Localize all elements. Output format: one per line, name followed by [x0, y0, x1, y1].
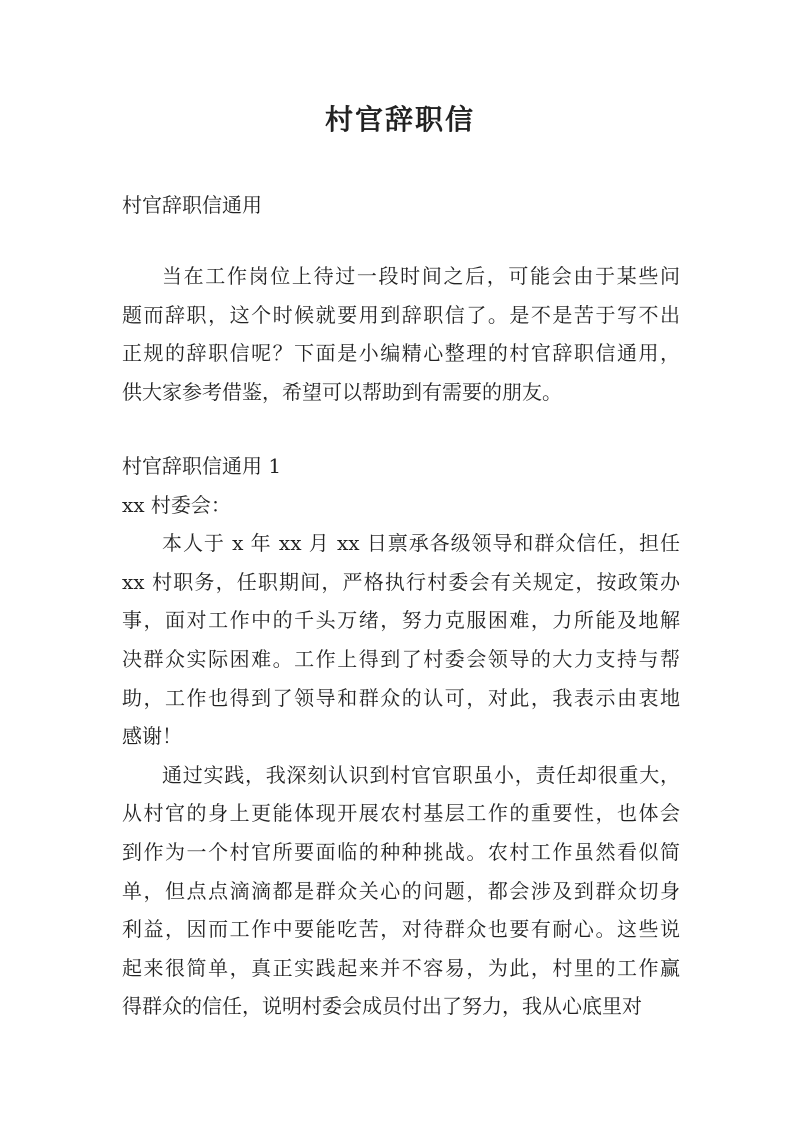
paragraph-line: 题而辞职，这个时候就要用到辞职信了。是不是苦于写不出 [122, 302, 680, 327]
paragraph-line: 到作为一个村官所要面临的种种挑战。农村工作虽然看似简 [122, 839, 680, 864]
paragraph-line: 得群众的信任，说明村委会成员付出了努力，我从心底里对 [122, 994, 642, 1019]
intro-paragraph [122, 257, 680, 411]
document-subtitle [122, 186, 680, 225]
section-heading: 村官辞职信通用 1 [122, 454, 282, 478]
paragraph-line: 利益，因而工作中要能吃苦，对待群众也要有耐心。这些说 [122, 917, 680, 942]
paragraph-line: 供大家参考借鉴，希望可以帮助到有需要的朋友。 [122, 379, 562, 404]
letter-body [122, 524, 680, 1026]
paragraph-line: 当在工作岗位上待过一段时间之后，可能会由于某些问 [162, 264, 680, 288]
paragraph-line: 单，但点点滴滴都是群众关心的问题，都会涉及到群众切身 [122, 878, 680, 903]
salutation: xx 村委会： [122, 492, 231, 517]
document-title: 村官辞职信 [324, 103, 475, 136]
paragraph-line: 决群众实际困难。工作上得到了村委会领导的大力支持与帮 [122, 646, 680, 671]
paragraph-line: 感谢！ [122, 724, 182, 749]
paragraph-line: 正规的辞职信呢？下面是小编精心整理的村官辞职信通用， [122, 341, 680, 366]
paragraph-line: xx 村职务，任职期间，严格执行村委会有关规定，按政策办 [122, 569, 680, 594]
letter-paragraph [122, 524, 680, 756]
paragraph-line: 起来很简单，真正实践起来并不容易，为此，村里的工作赢 [122, 955, 680, 980]
subtitle-text: 村官辞职信通用 [122, 193, 262, 217]
paragraph-line: 事，面对工作中的千头万绪，努力克服困难，力所能及地解 [122, 608, 680, 633]
paragraph-line: 从村官的身上更能体现开展农村基层工作的重要性，也体会 [122, 801, 680, 826]
letter-paragraph [122, 756, 680, 1026]
paragraph-line: 助，工作也得到了领导和群众的认可，对此，我表示由衷地 [122, 685, 680, 710]
paragraph-line: 通过实践，我深刻认识到村官官职虽小，责任却很重大， [162, 762, 680, 787]
paragraph-line: 本人于 x 年 xx 月 xx 日禀承各级领导和群众信任，担任 [162, 531, 680, 556]
letter-section [122, 447, 680, 1026]
